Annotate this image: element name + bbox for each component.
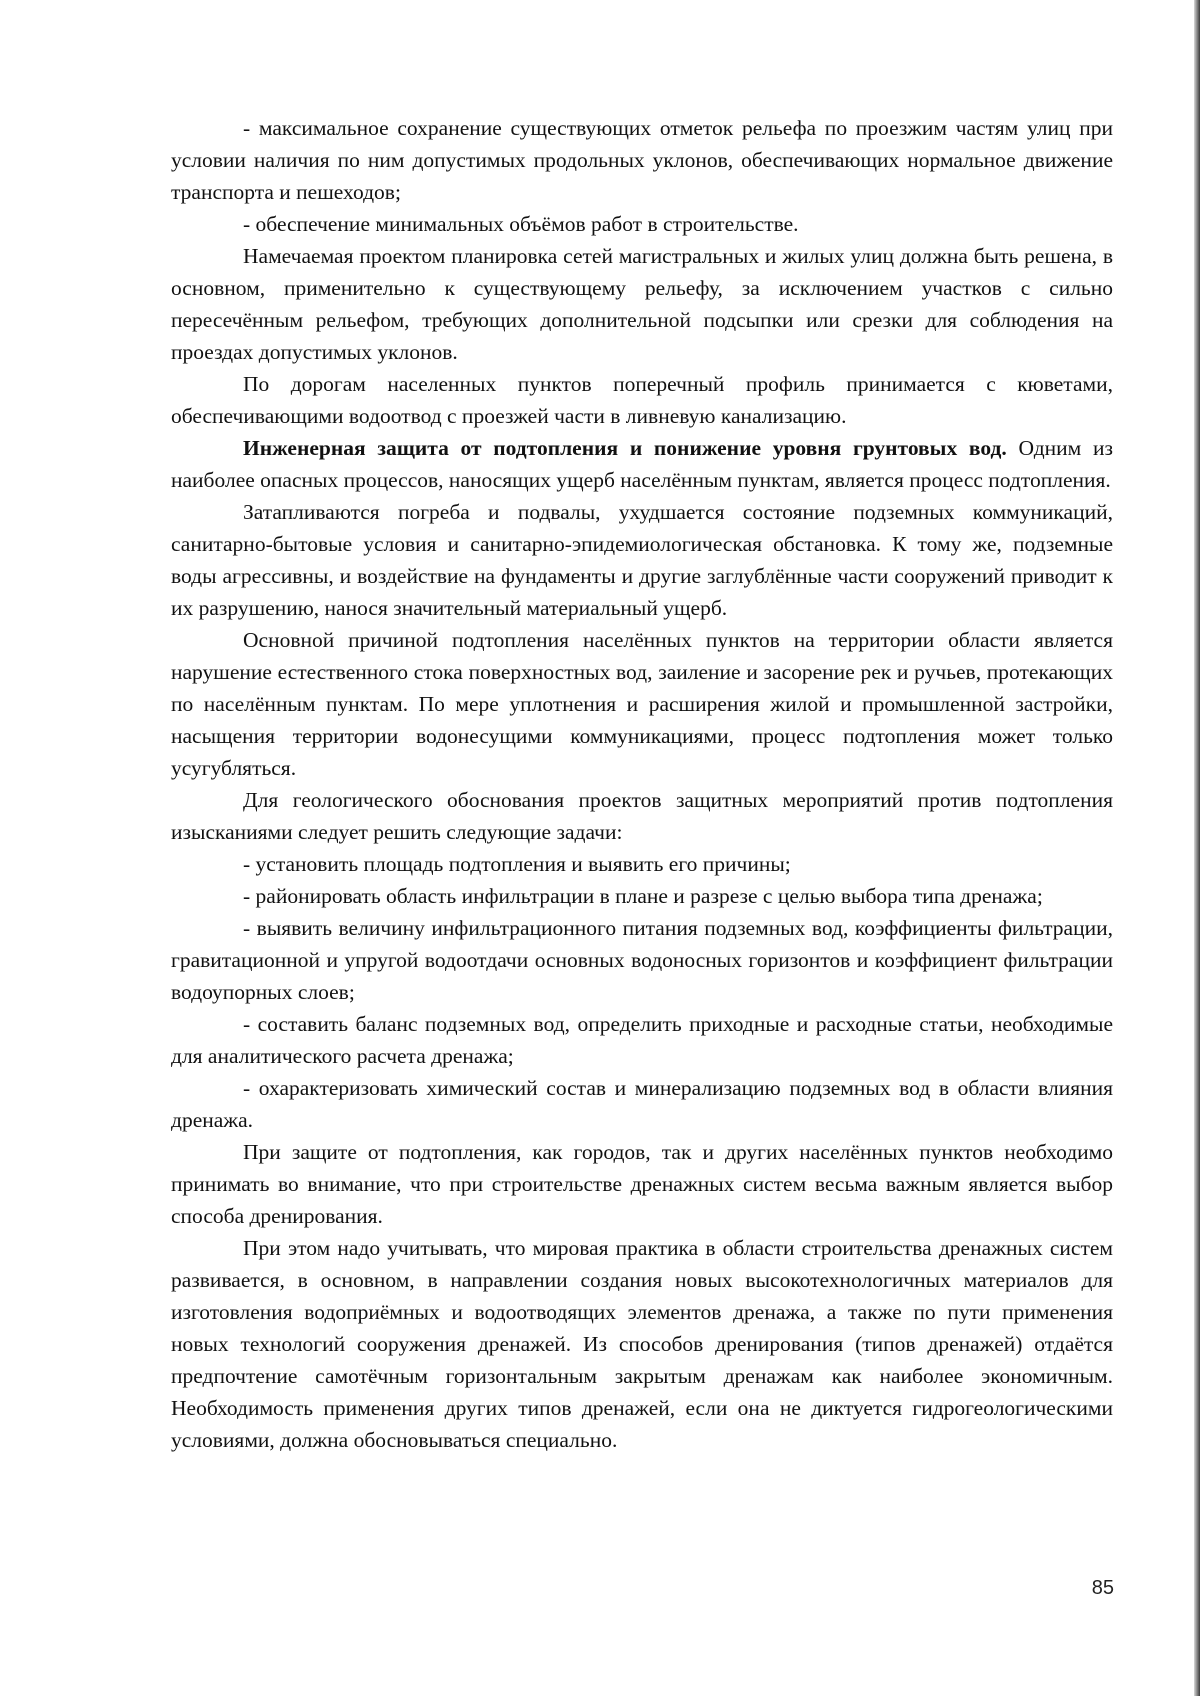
paragraph-8 bbox=[171, 784, 1113, 848]
paragraph-5 bbox=[171, 432, 1113, 496]
paragraph-1-text: - максимальное сохранение существующих отметок рельефа по проезжим частям улиц при условии наличия по ним допустимых продольных уклонов, обеспечивающих нормальное движение транспорта и пешеходов; bbox=[171, 116, 1113, 204]
paragraph-4 bbox=[171, 368, 1113, 432]
paragraph-1 bbox=[171, 112, 1113, 208]
paragraph-10 bbox=[171, 1232, 1113, 1456]
paragraph-3 bbox=[171, 240, 1113, 368]
paragraph-9-text: При защите от подтопления, как городов, так и других населённых пунктов необходимо принимать во внимание, что при строительстве дренажных систем весьма важным является выбор способа дренирования. bbox=[171, 1140, 1113, 1228]
list-item-2 bbox=[171, 880, 1113, 912]
paragraph-4-text: По дорогам населенных пунктов поперечный профиль принимается с кюветами, обеспечивающими водоотвод с проезжей части в ливневую канализацию. bbox=[171, 372, 1113, 428]
paragraph-6-text: Затапливаются погреба и подвалы, ухудшается состояние подземных коммуникаций, санитарно-бытовые условия и санитарно-эпидемиологическая обстановка. К тому же, подземные воды агрессивны, и воздействие на фундаменты и другие заглублённые части сооружений приводит к их разрушению, нанося значительный материальный ущерб. bbox=[171, 500, 1113, 620]
list-item-1-text: - установить площадь подтопления и выявить его причины; bbox=[243, 852, 791, 876]
page-edge-shadow bbox=[1194, 0, 1200, 1696]
section-heading: Инженерная защита от подтопления и понижение уровня грунтовых вод. bbox=[243, 436, 1007, 460]
paragraph-10-text: При этом надо учитывать, что мировая практика в области строительства дренажных систем развивается, в основном, в направлении создания новых высокотехнологичных материалов для изготовления водоприёмных и водоотводящих элементов дренажа, а также по пути применения новых технологий сооружения дренажей. Из способов дренирования (типов дренажей) отдаётся предпочтение самотёчным горизонтальным закрытым дренажам как наиболее экономичным. Необходимость применения других типов дренажей, если она не диктуется гидрогеологическими условиями, должна обосновываться специально. bbox=[171, 1236, 1113, 1452]
list-item-5 bbox=[171, 1072, 1113, 1136]
paragraph-9 bbox=[171, 1136, 1113, 1232]
paragraph-7-text: Основной причиной подтопления населённых пунктов на территории области является нарушение естественного стока поверхностных вод, заиление и засорение рек и ручьев, протекающих по населённым пунктам. По мере уплотнения и расширения жилой и промышленной застройки, насыщения территории водонесущими коммуникациями, процесс подтопления может только усугубляться. bbox=[171, 628, 1113, 780]
list-item-1 bbox=[171, 848, 1113, 880]
paragraph-8-text: Для геологического обоснования проектов защитных мероприятий против подтопления изысканиями следует решить следующие задачи: bbox=[171, 788, 1113, 844]
paragraph-5-text: Одним из наиболее опасных процессов, наносящих ущерб населённым пунктам, является процесс подтопления. bbox=[171, 436, 1113, 492]
page-number: 85 bbox=[1091, 1577, 1114, 1599]
list-item-3 bbox=[171, 912, 1113, 1008]
list-item-4-text: - составить баланс подземных вод, определить приходные и расходные статьи, необходимые для аналитического расчета дренажа; bbox=[171, 1012, 1113, 1068]
paragraph-2-text: - обеспечение минимальных объёмов работ в строительстве. bbox=[243, 212, 799, 236]
list-item-5-text: - охарактеризовать химический состав и минерализацию подземных вод в области влияния дренажа. bbox=[171, 1076, 1113, 1132]
document-page bbox=[171, 112, 1113, 1456]
list-item-4 bbox=[171, 1008, 1113, 1072]
paragraph-6 bbox=[171, 496, 1113, 624]
paragraph-3-text: Намечаемая проектом планировка сетей магистральных и жилых улиц должна быть решена, в основном, применительно к существующему рельефу, за исключением участков с сильно пересечённым рельефом, требующих дополнительной подсыпки или срезки для соблюдения на проездах допустимых уклонов. bbox=[171, 244, 1113, 364]
paragraph-7 bbox=[171, 624, 1113, 784]
list-item-2-text: - районировать область инфильтрации в плане и разрезе с целью выбора типа дренажа; bbox=[243, 884, 1043, 908]
paragraph-2 bbox=[171, 208, 1113, 240]
list-item-3-text: - выявить величину инфильтрационного питания подземных вод, коэффициенты фильтрации, гравитационной и упругой водоотдачи основных водоносных горизонтов и коэффициент фильтрации водоупорных слоев; bbox=[171, 916, 1113, 1004]
